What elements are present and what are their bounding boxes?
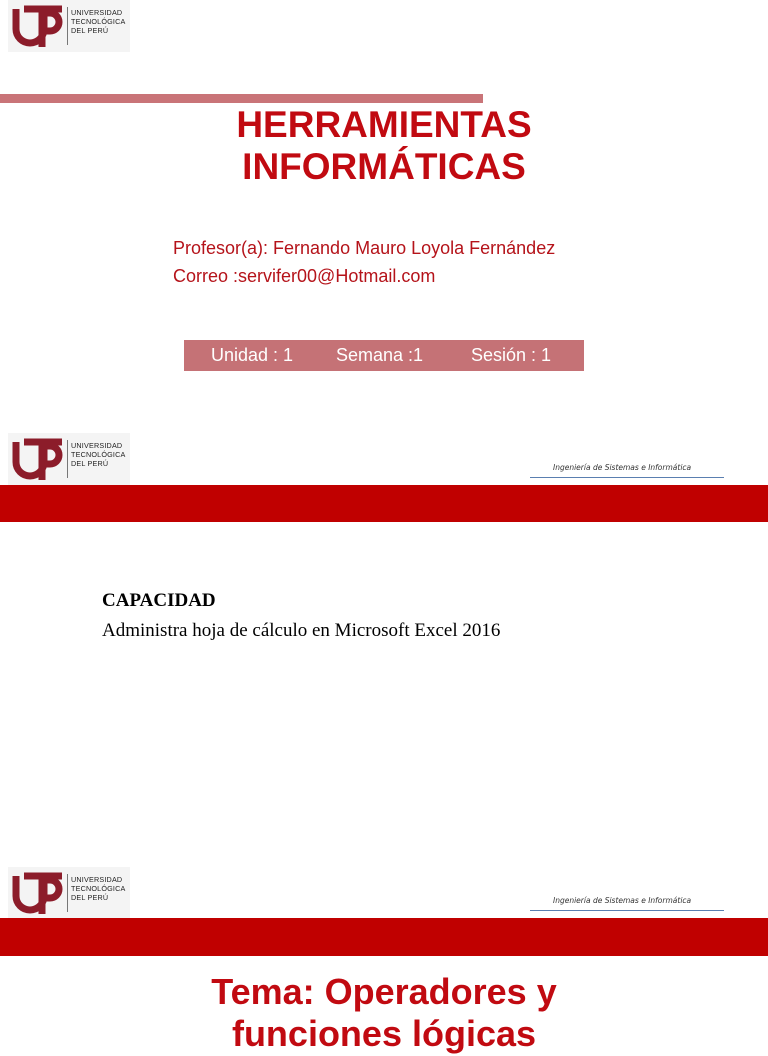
logo-text: [71, 441, 126, 468]
logo-text: [71, 875, 126, 902]
title-line-1: HERRAMIENTAS: [236, 104, 532, 145]
utp-logo: [8, 433, 130, 485]
department-rule: [530, 477, 724, 478]
logo-divider: [67, 440, 68, 478]
sesion-label: Sesión : 1: [471, 345, 552, 365]
red-band: [0, 485, 768, 522]
semana-label: Semana :1: [336, 345, 424, 365]
capacidad-text: Administra hoja de cálculo en Microsoft Excel 2016: [102, 620, 501, 641]
tema-title-line-2: funciones lógicas: [231, 1013, 537, 1054]
title-line-2: INFORMÁTICAS: [242, 146, 526, 187]
utp-logo-mark: [12, 436, 66, 482]
logo-line-3: DEL PERÚ: [71, 26, 109, 35]
department-label: Ingeniería de Sistemas e Informática: [553, 463, 692, 472]
logo-line-3: DEL PERÚ: [71, 459, 109, 468]
logo-line-1: UNIVERSIDAD: [71, 441, 123, 450]
capacidad-title: CAPACIDAD: [102, 590, 216, 611]
logo-line-2: TECNOLÓGICA: [71, 17, 126, 26]
department-rule: [530, 910, 724, 911]
utp-logo-mark: [12, 870, 66, 916]
utp-logo: [8, 867, 130, 919]
utp-logo-mark: [12, 3, 66, 49]
decorative-bar: [0, 94, 483, 103]
logo-line-3: DEL PERÚ: [71, 893, 109, 902]
logo-line-2: TECNOLÓGICA: [71, 450, 126, 459]
tema-title-line-1: Tema: Operadores y: [211, 971, 557, 1012]
utp-logo: [8, 0, 130, 52]
profesor-text: Profesor(a): Fernando Mauro Loyola Fernández: [173, 238, 556, 258]
logo-line-1: UNIVERSIDAD: [71, 8, 123, 17]
logo-divider: [67, 7, 68, 45]
session-info-band: [184, 340, 584, 371]
unidad-label: Unidad : 1: [211, 345, 294, 365]
logo-line-2: TECNOLÓGICA: [71, 884, 126, 893]
logo-text: [71, 8, 126, 35]
logo-divider: [67, 874, 68, 912]
logo-line-1: UNIVERSIDAD: [71, 875, 123, 884]
correo-text: Correo :servifer00@Hotmail.com: [173, 266, 436, 286]
department-label: Ingeniería de Sistemas e Informática: [553, 896, 692, 905]
red-band: [0, 918, 768, 956]
